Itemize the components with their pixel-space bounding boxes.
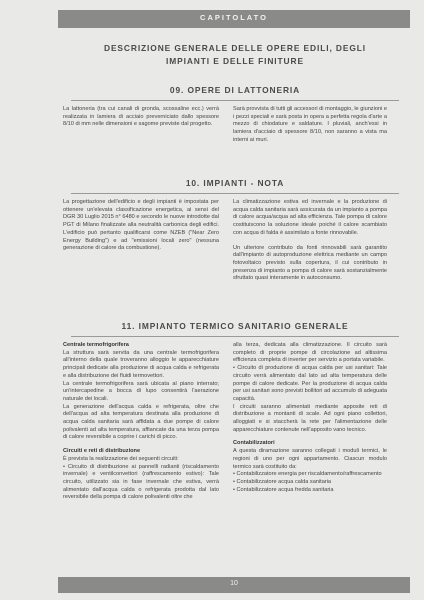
- section-11-left-column: [63, 342, 219, 502]
- chapter-header-bar: [58, 10, 410, 28]
- list-item: • Circuito di produzione di acqua calda per usi sanitari: Tale circuito verrà alimentato dal lato ad alta temperatura delle pompe di calore dedicate. Per la produzione di acqua calda per usi sanitari sono previsti bollitori ad accumulo di adeguata capacità.: [233, 365, 387, 402]
- paragraph: La lattoneria (tra cui canali di gronda, scossaline ecc.) verrà realizzata in lamiera di acciaio preverniciato dallo spessore 8/10 di mm nelle dimensioni e sagome previste dal progetto.: [63, 106, 219, 128]
- paragraph: La climatizzazione estiva ed invernale e la produzione di acqua calda sanitaria sarà assicurata da un impianto a pompa di calore acqua/acqua ad alta efficienza. Tale pompa di calore costituiscono la soluzione ideale poiché il calore scambiato con acqua di falda è assimilato a fonte rinnovabile.: [233, 199, 387, 236]
- list-item: • Contabilizzatore acqua fredda sanitaria: [233, 486, 334, 493]
- paragraph: La centrale termofrigorifera sarà ubicata al piano interrato; un'intercapedine a bocca di lupo consentirà l'aerazione naturale dei locali.: [63, 380, 219, 402]
- page-number: 10: [230, 580, 238, 587]
- subheading-centrale: Centrale termofrigorifera: [63, 342, 129, 348]
- chapter-label: CAPITOLATO: [200, 13, 268, 22]
- section-09-left-column: [63, 106, 219, 129]
- section-09-divider: [71, 100, 399, 101]
- list-item: • Contabilizzatore acqua calda sanitaria: [233, 478, 332, 485]
- section-10-heading: 10. IMPIANTI - NOTA: [185, 178, 285, 188]
- subheading-contabilizzatori: Contabilizzatori: [233, 440, 275, 447]
- section-09-right-column: [233, 106, 387, 145]
- section-11-right-column: [233, 342, 387, 494]
- paragraph: alla terza, dedicata alla climatizzazione. Il circuito sarà completo di proprie pompe di circolazione ad altissima efficienza completa di inverter per servizio a portata variabile.: [233, 342, 387, 364]
- paragraph: La struttura sarà servita da una centrale termofrigorifera all'interno della quale troveranno alloggio le apparecchiature principali dedicate alla produzione di acqua calda e refrigerata e alla distribuzione dei fluidi termovettori.: [63, 349, 219, 379]
- footer-bar: [58, 577, 410, 593]
- paragraph: La progettazione dell'edificio e degli impianti è impostata per ottenere un'elevata classificazione energetica, ai sensi del DGR 30 Luglio 2015 n° 6480 e secondo le nuove introdotte dal PGT di Milano finalizzate alla neutralità carbonica degli edifici. L'edificio può pertanto qualificarsi come NZEB ("Near Zero Energy Building") e ad "emissioni locali zero" (nessuna generazione di calore da combustione).: [63, 199, 219, 252]
- section-10-divider: [71, 193, 399, 194]
- document-title-line-1: DESCRIZIONE GENERALE DELLE OPERE EDILI, DEGLI: [104, 43, 366, 53]
- paragraph: La generazione dell'acqua calda e refrigerata, oltre che dell'acqua ad alta temperatura destinata alla produzione di acqua calda sanitaria sarà affidata a due pompe di calore polivalenti ad alta temperatura, affiancate da una terza pompa di calore reversibile a coprire i carichi di picco.: [63, 403, 219, 441]
- paragraph: I circuiti saranno alimentati mediante apposite reti di distribuzione a montanti di scale. Ad ogni piano collettori, alloggiati e si staccherà la rete per l'alimentazione delle apparecchiature contenute nell'apposito vano tecnico.: [233, 403, 387, 433]
- section-11-divider: [71, 336, 399, 337]
- section-11-heading: 11. IMPIANTO TERMICO SANITARIO GENERALE: [121, 321, 349, 331]
- document-title-line-2: IMPIANTI E DELLE FINITURE: [166, 56, 304, 66]
- paragraph: A questa diramazione saranno collegati i moduli termici, le regioni di uno per ogni appartamento. Ciascun modulo termico sarà costituito da:: [233, 448, 387, 470]
- list-item: • Circuito di distribuzione ai pannelli radianti (riscaldamento invernale) e ventilconvettori (raffrescamento estivo): Tale circuito, utilizzato sia in fase invernale che estiva, verrà alimentato dall'acqua calda o refrigerata prodotta dal lato reversibile della pompa di calore polivalenti oltre che: [63, 463, 219, 501]
- subheading-circuiti: Circuiti e reti di distribuzione: [63, 448, 141, 455]
- section-10-left-column: [63, 199, 219, 253]
- section-09-heading: 09. OPERE DI LATTONERIA: [169, 85, 301, 95]
- paragraph: È prevista la realizzazione dei seguenti circuiti:: [63, 455, 179, 462]
- paragraph: Un ulteriore contributo da fonti rinnovabili sarà garantito dall'impianto di autoproduzione elettrica mediante un campo fotovoltaico previsto sulla copertura, il cui contributo in presenza di impianto a pompa di calore sarà sostanzialmente sfruttato quasi interamente in autoconsumo.: [233, 244, 387, 282]
- list-item: • Contabilizzatore energia per riscaldamento/raffrescamento: [233, 471, 382, 478]
- section-10-right-column: [233, 199, 387, 283]
- paragraph: Sarà provvista di tutti gli accessori di montaggio, le giunzioni e i pezzi speciali e sarà posta in opera a perfetta regola d'arte a mezzo di chiodature e saldature. I pluviali, anch'essi in lamiera d'acciaio di spessore 8/10, non saranno a vista ma interni ai muri.: [233, 106, 387, 143]
